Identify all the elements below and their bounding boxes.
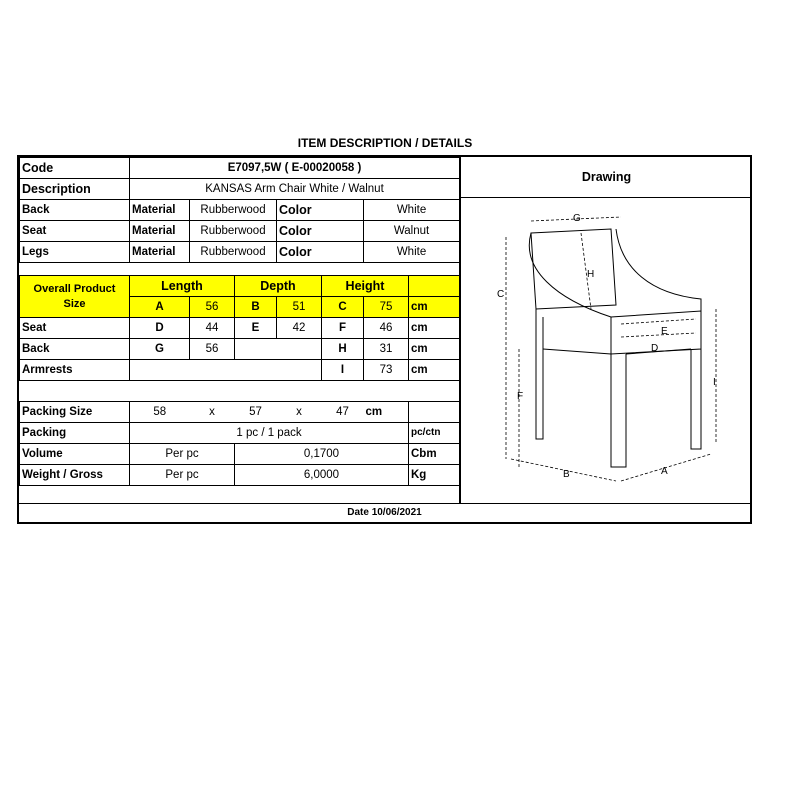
- spec-table: [19, 157, 460, 486]
- seat-unit: cm: [409, 318, 460, 339]
- description-label: Description: [20, 179, 130, 200]
- depth-letter: B: [235, 297, 277, 318]
- seat-letter-e: E: [235, 318, 277, 339]
- weight-per: Per pc: [130, 465, 235, 486]
- overall-header-row: [20, 276, 460, 297]
- seat-label: Seat: [20, 318, 130, 339]
- material-row-legs: [20, 242, 460, 263]
- label-i: I: [713, 377, 716, 388]
- armrests-value-i: 73: [364, 360, 409, 381]
- weight-label: Weight / Gross: [20, 465, 130, 486]
- depth-value: 51: [277, 297, 322, 318]
- code-value: E7097,5W ( E-00020058 ): [130, 158, 460, 179]
- description-row: [20, 179, 460, 200]
- volume-label: Volume: [20, 444, 130, 465]
- armrests-dims-row: [20, 360, 460, 381]
- back-dims-row: [20, 339, 460, 360]
- part-label: Legs: [20, 242, 130, 263]
- material-value: Rubberwood: [190, 200, 277, 221]
- drawing-panel: [459, 157, 752, 504]
- packing-value: 1 pc / 1 pack: [130, 423, 409, 444]
- seat-letter-d: D: [130, 318, 190, 339]
- height-value: 75: [364, 297, 409, 318]
- dim-line-d: [621, 333, 696, 337]
- code-label: Code: [20, 158, 130, 179]
- packing-row: [20, 423, 460, 444]
- description-value: KANSAS Arm Chair White / Walnut: [130, 179, 460, 200]
- back-letter-g: G: [130, 339, 190, 360]
- part-label: Back: [20, 200, 130, 221]
- seat-value-f: 46: [364, 318, 409, 339]
- chair-backrest: [531, 229, 616, 309]
- label-d: D: [651, 343, 659, 354]
- volume-per: Per pc: [130, 444, 235, 465]
- armrests-unit: cm: [409, 360, 460, 381]
- back-value-h: 31: [364, 339, 409, 360]
- label-c: C: [497, 289, 505, 300]
- label-a: A: [661, 466, 668, 477]
- packing-label: Packing: [20, 423, 130, 444]
- back-label: Back: [20, 339, 130, 360]
- weight-row: [20, 465, 460, 486]
- packing-size-label: Packing Size: [20, 402, 130, 423]
- color-value: White: [364, 242, 460, 263]
- date-row: Date 10/06/2021: [19, 503, 750, 522]
- packing-size-b: 57: [235, 402, 277, 423]
- code-row: [20, 158, 460, 179]
- depth-header: Depth: [235, 276, 322, 297]
- length-header: Length: [130, 276, 235, 297]
- label-b: B: [563, 469, 570, 480]
- color-value: Walnut: [364, 221, 460, 242]
- material-row-seat: [20, 221, 460, 242]
- height-header: Height: [322, 276, 409, 297]
- part-label: Seat: [20, 221, 130, 242]
- length-value: 56: [190, 297, 235, 318]
- back-value-g: 56: [190, 339, 235, 360]
- drawing-title: Drawing: [461, 157, 752, 198]
- material-label: Material: [130, 242, 190, 263]
- packing-size-x1: x: [190, 402, 235, 423]
- seat-letter-f: F: [322, 318, 364, 339]
- chair-front-left-leg: [611, 317, 626, 467]
- weight-unit: Kg: [409, 465, 460, 486]
- material-value: Rubberwood: [190, 242, 277, 263]
- label-g: G: [573, 213, 581, 224]
- overall-unit: cm: [409, 297, 460, 318]
- seat-value-d: 44: [190, 318, 235, 339]
- overall-size-label: Overall Product Size: [20, 276, 130, 318]
- volume-value: 0,1700: [235, 444, 409, 465]
- color-label: Color: [277, 221, 322, 242]
- material-value: Rubberwood: [190, 221, 277, 242]
- page-title: ITEM DESCRIPTION / DETAILS: [297, 136, 473, 150]
- packing-size-c: 47: [322, 402, 364, 423]
- armrests-letter-i: I: [322, 360, 364, 381]
- material-row-back: [20, 200, 460, 221]
- seat-dims-row: [20, 318, 460, 339]
- packing-unit: pc/ctn: [409, 423, 460, 444]
- seat-value-e: 42: [277, 318, 322, 339]
- packing-size-row: [20, 402, 460, 423]
- weight-value: 6,0000: [235, 465, 409, 486]
- material-label: Material: [130, 200, 190, 221]
- height-letter: C: [322, 297, 364, 318]
- chair-front-right-leg: [691, 349, 701, 449]
- color-value: White: [364, 200, 460, 221]
- dim-line-e: [621, 319, 696, 324]
- armrests-label: Armrests: [20, 360, 130, 381]
- packing-size-x2: x: [277, 402, 322, 423]
- chair-back-left-leg: [536, 309, 543, 439]
- chair-drawing: [461, 199, 752, 504]
- back-letter-h: H: [322, 339, 364, 360]
- spec-sheet: [17, 155, 752, 524]
- volume-unit: Cbm: [409, 444, 460, 465]
- chair-left-arm: [529, 233, 611, 317]
- packing-size-a: 58: [130, 402, 190, 423]
- volume-row: [20, 444, 460, 465]
- label-h: H: [587, 269, 595, 280]
- chair-right-arm: [616, 229, 701, 339]
- back-unit: cm: [409, 339, 460, 360]
- color-label: Color: [277, 200, 322, 221]
- length-letter: A: [130, 297, 190, 318]
- material-label: Material: [130, 221, 190, 242]
- color-label: Color: [277, 242, 322, 263]
- label-e: E: [661, 326, 668, 337]
- label-f: F: [517, 391, 524, 402]
- packing-size-unit: cm: [364, 402, 409, 423]
